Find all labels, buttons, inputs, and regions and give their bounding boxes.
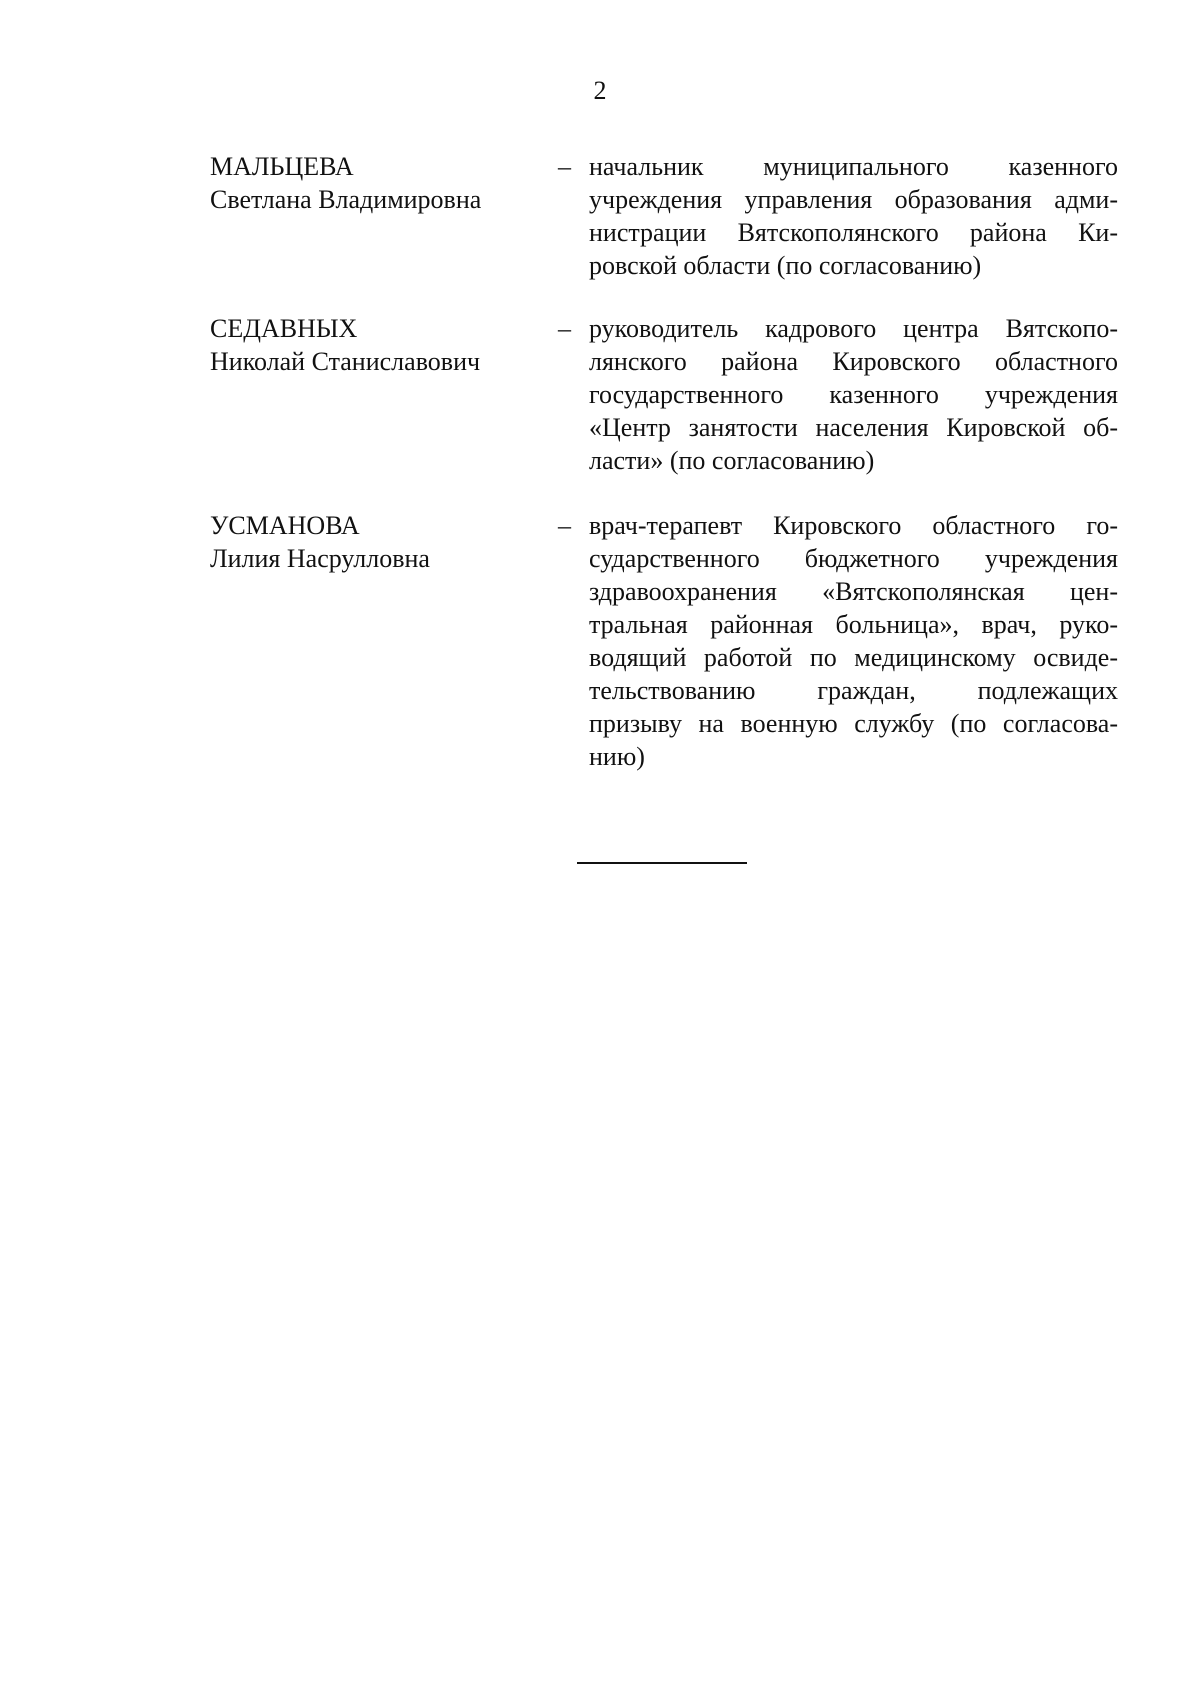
- member-given-names: Лилия Насрулловна: [210, 544, 430, 573]
- separator-dash: –: [558, 511, 571, 540]
- member-name: [210, 150, 530, 216]
- member-role: [589, 509, 1118, 773]
- separator-dash: –: [558, 152, 571, 181]
- member-surname: СЕДАВНЫХ: [210, 314, 358, 343]
- role-line: нистрации Вятскополянского района Ки-: [589, 218, 1118, 247]
- role-line: призыву на военную службу (по согласова-: [589, 709, 1118, 738]
- role-line: ровской области (по согласованию): [589, 251, 982, 280]
- member-given-names: Светлана Владимировна: [210, 185, 482, 214]
- role-line: здравоохранения «Вятскополянская цен-: [589, 577, 1118, 606]
- role-line: государственного казенного учреждения: [589, 380, 1118, 409]
- member-given-names: Николай Станиславович: [210, 347, 481, 376]
- role-line: руководитель кадрового центра Вятскопо-: [589, 314, 1118, 343]
- role-line: лянского района Кировского областного: [589, 347, 1118, 376]
- role-line: тельствованию граждан, подлежащих: [589, 676, 1118, 705]
- member-name: [210, 312, 530, 378]
- role-line: ласти» (по согласованию): [589, 446, 875, 475]
- member-surname: УСМАНОВА: [210, 511, 360, 540]
- role-line: сударственного бюджетного учреждения: [589, 544, 1118, 573]
- page-number: 2: [593, 76, 607, 105]
- member-surname: МАЛЬЦЕВА: [210, 152, 354, 181]
- role-line: тральная районная больница», врач, руко-: [589, 610, 1118, 639]
- member-name: [210, 509, 530, 575]
- role-line: врач-терапевт Кировского областного го-: [589, 511, 1118, 540]
- end-rule-divider: [577, 862, 747, 864]
- role-line: водящий работой по медицинскому освиде-: [589, 643, 1118, 672]
- member-role: [589, 312, 1118, 477]
- role-line: учреждения управления образования адми-: [589, 185, 1118, 214]
- separator-dash: –: [558, 314, 571, 343]
- member-role: [589, 150, 1118, 282]
- role-line: нию): [589, 742, 645, 771]
- role-line: начальник муниципального казенного: [589, 152, 1118, 181]
- role-line: «Центр занятости населения Кировской об-: [589, 413, 1118, 442]
